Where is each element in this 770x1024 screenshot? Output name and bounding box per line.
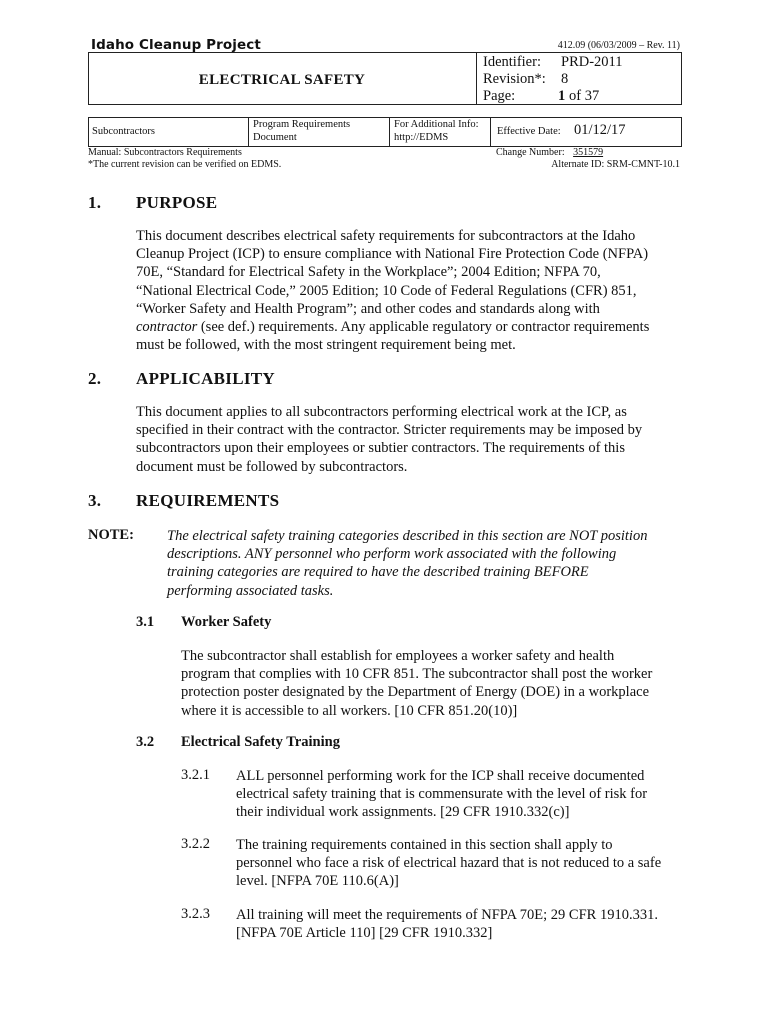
section-1-title: PURPOSE [136,193,218,212]
header-divider [476,52,477,105]
item-3-2-3-body [236,906,681,942]
contractor-term: contractor [136,319,198,336]
item-3-2-3-number: 3.2.3 [181,906,210,922]
subsection-3-2-number: 3.2 [136,734,155,750]
body-line: 70E, “Standard for Electrical Safety in the Workplace”; 2004 Edition; NFPA 70, [136,264,601,281]
revision-label: Revision*: [483,71,546,87]
item-3-2-1-body [236,767,681,822]
info-row-divider [248,117,249,147]
section-1-number: 1. [88,193,102,212]
note-label: NOTE: [88,527,134,543]
body-line: electrical safety training that is commensurate with the level of risk for [236,786,648,803]
audience-cell: Subcontractors [92,126,155,137]
section-3-title: REQUIREMENTS [136,491,280,510]
item-3-2-1-number: 3.2.1 [181,767,210,783]
body-line: must be followed, with the most stringent requirement being met. [136,337,516,354]
body-line: Cleanup Project (ICP) to ensure compliance with National Fire Protection Code (NFPA) [136,246,649,263]
subsection-3-2-title: Electrical Safety Training [181,734,340,750]
subsection-3-1-title: Worker Safety [181,614,272,630]
body-line: ALL personnel performing work for the ICP shall receive documented [236,768,645,784]
change-number-label: Change Number: [496,147,565,158]
doc-type-line2: Document [253,132,297,143]
section-3-number: 3. [88,491,102,510]
body-line: their individual work assignments. [29 CFR 1910.332(c)] [236,804,570,821]
section-2-number: 2. [88,369,102,388]
note-line: The electrical safety training categories described in this section are NOT position [167,528,648,544]
identifier-label: Identifier: [483,54,541,70]
identifier-value: PRD-2011 [561,54,623,70]
info-link[interactable]: http://EDMS [394,132,449,143]
body-line: program that complies with 10 CFR 851. The subcontractor shall post the worker [181,666,653,683]
section-1-body [136,227,676,354]
body-line: document must be followed by subcontractors. [136,458,408,475]
section-2-title: APPLICABILITY [136,369,275,388]
note-line: descriptions. ANY personnel who perform work associated with the following [167,546,617,563]
identifier-line [483,54,623,71]
body-line: All training will meet the requirements of NFPA 70E; 29 CFR 1910.331. [236,907,658,923]
info-label: For Additional Info: [394,119,479,130]
revision-note: *The current revision can be verified on EDMS. [88,159,282,170]
note-line: training categories are required to have the described training BEFORE [167,564,589,581]
revision-line [483,71,569,88]
body-line [136,318,676,336]
section-2-body [136,403,676,476]
item-3-2-2-number: 3.2.2 [181,836,210,852]
change-number-line [496,147,603,158]
body-line: “National Electrical Code,” 2005 Edition; 10 Code of Federal Regulations (CFR) 851, [136,282,637,299]
effective-date-label: Effective Date: [497,126,561,137]
body-line: This document applies to all subcontractors performing electrical work at the ICP, as [136,404,627,420]
effective-date-value: 01/12/17 [574,122,626,138]
body-line: protection poster designated by the Department of Energy (DOE) in a workplace [181,684,650,701]
subsection-3-1-body [181,647,681,720]
body-line: This document describes electrical safety requirements for subcontractors at the Idaho [136,228,636,244]
page-count: of 37 [569,88,600,104]
body-line: subcontractors upon their employees or subtier contractors. The requirements of this [136,440,625,457]
company-logo: Idaho Cleanup Project [91,37,261,53]
body-line: The training requirements contained in this section shall apply to [236,837,613,853]
body-line: “Worker Safety and Health Program”; and other codes and standards along with [136,300,600,317]
body-line: [NFPA 70E Article 110] [29 CFR 1910.332] [236,925,493,942]
body-line: level. [NFPA 70E 110.6(A)] [236,873,399,890]
body-line: personnel who face a risk of electrical hazard that is not reduced to a safe [236,855,662,872]
body-line: specified in their contract with the contractor. Stricter requirements may be imposed by [136,422,643,439]
body-line: where it is accessible to all workers. [10 CFR 851.20(10)] [181,702,518,719]
note-line: performing associated tasks. [167,582,334,599]
info-row-divider [490,117,491,147]
doc-type-line1: Program Requirements [253,119,351,130]
page-number: 1 [558,88,566,104]
subsection-3-1-number: 3.1 [136,614,155,630]
body-line: The subcontractor shall establish for employees a worker safety and health [181,648,615,664]
item-3-2-2-body [236,836,681,891]
alternate-id: Alternate ID: SRM-CMNT-10.1 [551,159,680,170]
form-reference: 412.09 (06/03/2009 – Rev. 11) [557,40,680,51]
note-text [167,527,677,600]
info-row-divider [389,117,390,147]
revision-value: 8 [561,71,569,87]
body-line-rest: (see def.) requirements. Any applicable regulatory or contractor requirements [197,319,650,336]
page-line [483,88,600,105]
change-number-value[interactable]: 351579 [573,147,604,158]
document-title: ELECTRICAL SAFETY [198,72,366,88]
manual-name: Manual: Subcontractors Requirements [88,147,242,158]
page-label: Page: [483,88,516,104]
